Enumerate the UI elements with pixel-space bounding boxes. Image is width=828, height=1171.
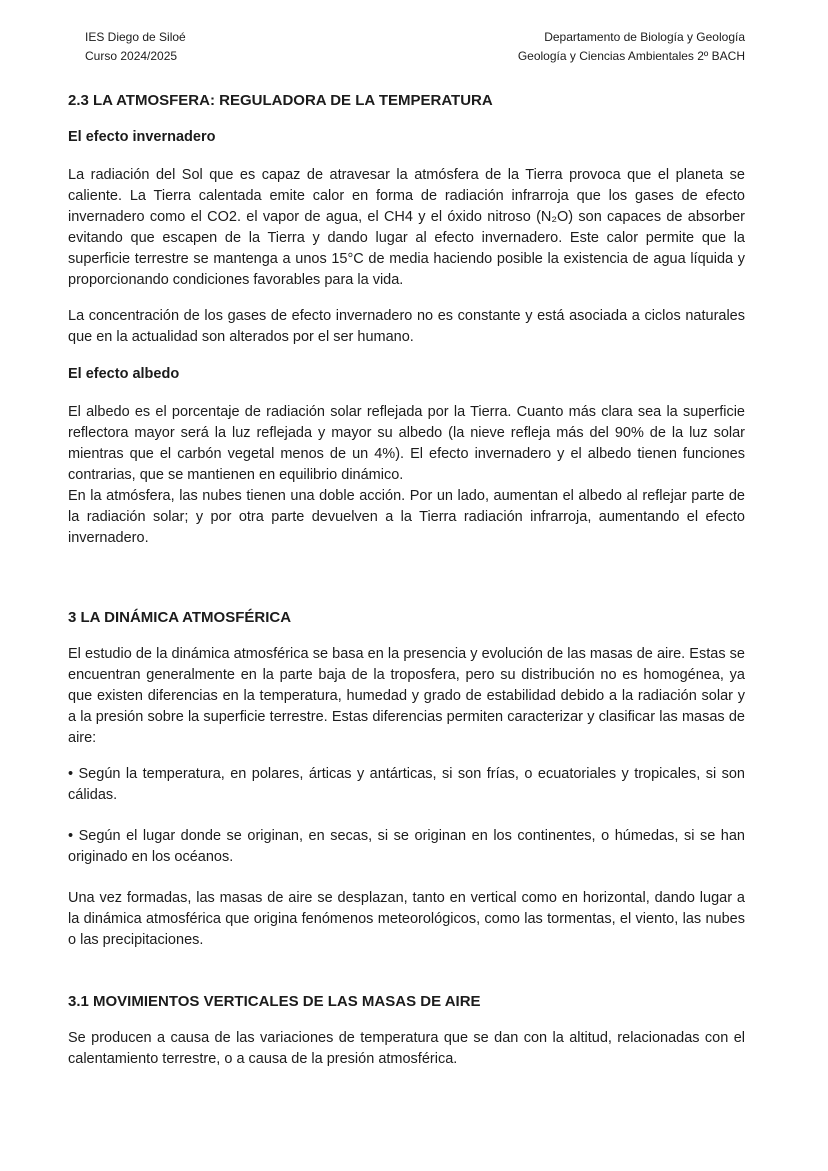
paragraph-albedo-1: El albedo es el porcentaje de radiación solar reflejada por la Tierra. Cuanto más clara sea la superficie reflectora mayor será la luz reflejada y mayor su albedo (la nieve refleja más del 90% de la luz solar mientras que el carbón vegetal menos de un 4%). El efecto invernadero y el albedo tienen funciones contrarias, que se mantienen en equilibrio dinámico. bbox=[68, 404, 745, 483]
paragraph-albedo-2: En la atmósfera, las nubes tienen una doble acción. Por un lado, aumentan el albedo al reflejar parte de la radiación solar; y por otra parte devuelven a la Tierra radiación infrarroja, aumentando el efecto invernadero. bbox=[68, 488, 745, 546]
section-title-atmosfera: 2.3 LA ATMOSFERA: REGULADORA DE LA TEMPERATURA bbox=[68, 92, 493, 109]
paragraph-greenhouse-2: La concentración de los gases de efecto invernadero no es constante y está asociada a ciclos naturales que en la actualidad son alterados por el ser humano. bbox=[68, 308, 745, 345]
paragraph-dinamica-intro: El estudio de la dinámica atmosférica se basa en la presencia y evolución de las masas de aire. Estas se encuentran generalmente en la parte baja de la troposfera, pero su distribución no es homogénea, ya que existen diferencias en la temperatura, humedad y grado de estabilidad debido a la radiación solar y a la presión sobre la superficie terrestre. Estas diferencias permiten caracterizar y clasificar las masas de aire: bbox=[68, 646, 745, 746]
header-course-year: Curso 2024/2025 bbox=[85, 49, 178, 63]
bullet-masas-temperatura: • Según la temperatura, en polares, árticas y antárticas, si son frías, o ecuatoriales y tropicales, si son cálidas. bbox=[68, 766, 745, 803]
heading-efecto-albedo: El efecto albedo bbox=[68, 366, 180, 382]
header-subject: Geología y Ciencias Ambientales 2º BACH bbox=[517, 49, 745, 63]
section-title-movimientos-verticales: 3.1 MOVIMIENTOS VERTICALES DE LAS MASAS DE AIRE bbox=[68, 993, 481, 1010]
section-title-dinamica: 3 LA DINÁMICA ATMOSFÉRICA bbox=[68, 609, 292, 626]
header-department: Departamento de Biología y Geología bbox=[544, 30, 745, 44]
header-right-block bbox=[518, 28, 745, 66]
paragraph-movimientos: Se producen a causa de las variaciones de temperatura que se dan con la altitud, relacionadas con el calentamiento terrestre, o a causa de la presión atmosférica. bbox=[68, 1030, 745, 1067]
paragraph-greenhouse-1: La radiación del Sol que es capaz de atravesar la atmósfera de la Tierra provoca que el planeta se caliente. La Tierra calentada emite calor en forma de radiación infrarroja que los gases de efecto invernadero como el CO2. el vapor de agua, el CH4 y el óxido nitroso (N₂O) son capaces de absorber evitando que escapen de la Tierra y dando lugar al efecto invernadero. Este calor permite que la superficie terrestre se mantenga a unos 15°C de media haciendo posible la existencia de agua líquida y proporcionando condiciones favorables para la vida. bbox=[68, 167, 745, 288]
header-left-block bbox=[68, 28, 186, 66]
bullet-masas-origen: • Según el lugar donde se originan, en secas, si se originan en los continentes, o húmedas, si se han originado en los océanos. bbox=[68, 828, 745, 865]
document-header bbox=[68, 28, 745, 66]
paragraph-dinamica-closing: Una vez formadas, las masas de aire se desplazan, tanto en vertical como en horizontal, dando lugar a la dinámica atmosférica que origina fenómenos meteorológicos, como las tormentas, el viento, las nubes o las precipitaciones. bbox=[68, 890, 745, 948]
header-school-name: IES Diego de Siloé bbox=[85, 30, 186, 44]
heading-efecto-invernadero: El efecto invernadero bbox=[68, 129, 216, 145]
